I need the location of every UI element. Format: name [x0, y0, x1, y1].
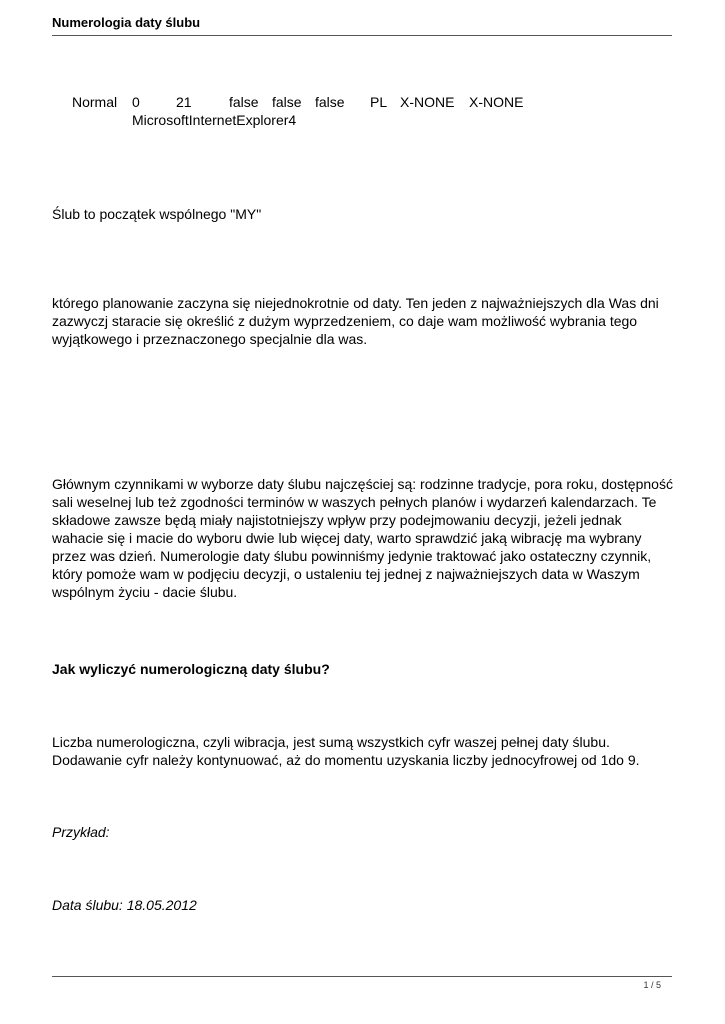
- paragraph-intro: którego planowanie zaczyna się niejednokrotnie od daty. Ten jeden z najważniejszych dla Was dni zazwyczj staracie się określić z dużym wyprzedzeniem, co daje wam możliwość wybrania tego wyjątkowego i przeznaczonego specjalnie dla was.: [52, 295, 659, 347]
- example-date: Data ślubu: 18.05.2012: [52, 897, 197, 913]
- meta-value: false: [315, 94, 345, 110]
- meta-value: false: [229, 94, 259, 110]
- meta-value: 0: [132, 94, 140, 110]
- meta-value: false: [272, 94, 302, 110]
- meta-value: X-NONE: [400, 94, 455, 110]
- meta-value: X-NONE: [469, 94, 524, 110]
- header-divider: [52, 35, 672, 36]
- meta-value: 21: [176, 94, 192, 110]
- paragraph-calculation: Liczba numerologiczna, czyli wibracja, jest sumą wszystkich cyfr waszej pełnej daty ślubu. Dodawanie cyfr należy kontynuować, aż do momentu uzyskania liczby jednocyfrowej od 1do 9.: [52, 734, 640, 768]
- page-number: 1 / 5: [643, 980, 661, 990]
- word-metadata-row: [72, 93, 523, 111]
- document-header-title: Numerologia daty ślubu: [52, 15, 201, 30]
- meta-language: PL: [370, 94, 388, 110]
- section-heading: Jak wyliczyć numerologiczną daty ślubu?: [52, 661, 330, 677]
- example-label: Przykład:: [52, 824, 110, 840]
- footer-divider: [52, 976, 672, 977]
- word-metadata-block: [72, 93, 523, 129]
- intro-line: Ślub to początek wspólnego "MY": [52, 206, 262, 222]
- paragraph-factors: Głównym czynnikami w wyborze daty ślubu najczęściej są: rodzinne tradycje, pora roku, dostępność sali weselnej lub też zgodności terminów w waszych pełnych planów i wydarzeń kalendarzach. Te składowe zawsze będą miały najistotniejszy wpływ przy podejmowaniu decyzji, jeżeli jednak wahacie się i macie do wyboru dwie lub więcej daty, warto sprawdzić jaką wibrację ma wybrany przez was dzień. Numerologie daty ślubu powinniśmy jedynie traktować jako ostateczny czynnik, który pomoże wam w podjęciu decyzji, o ustaleniu tej jednej z najważniejszych data w Waszym wspólnym życiu - dacie ślubu.: [52, 476, 673, 600]
- word-metadata-browser: MicrosoftInternetExplorer4: [132, 112, 297, 128]
- meta-style: Normal: [72, 94, 118, 110]
